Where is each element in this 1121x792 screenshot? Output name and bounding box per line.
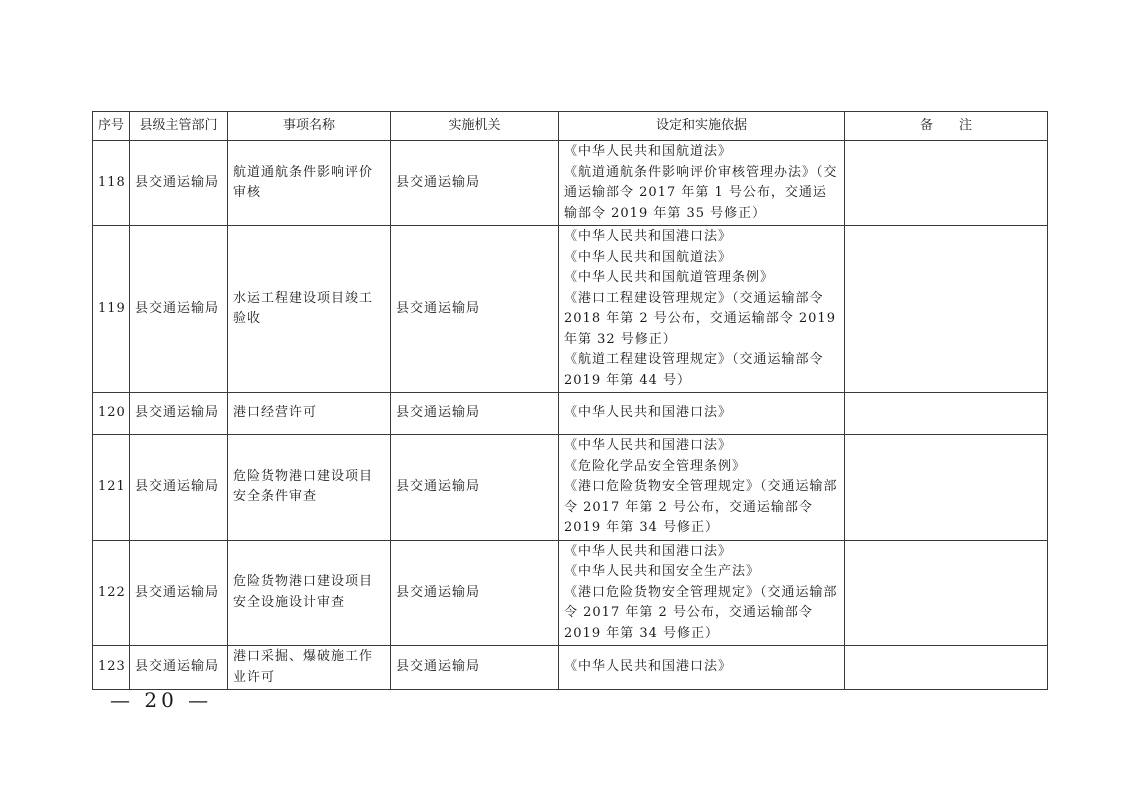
row-item: 港口经营许可 <box>228 393 391 435</box>
row-dept: 县交通运输局 <box>130 393 228 435</box>
basis-line: 《中华人民共和国港口法》 <box>564 659 733 675</box>
basis-line: 《港口工程建设管理规定》（交通运输部令 2018 年第 2 号公布，交通运输部令 2019 年第 32 号修正） <box>564 290 836 347</box>
basis-line: 《港口危险货物安全管理规定》（交通运输部令 2017 年第 2 号公布，交通运输部令 2019 年第 34 号修正） <box>564 584 838 641</box>
row-agency: 县交通运输局 <box>391 540 559 646</box>
row-no: 118 <box>93 141 130 226</box>
row-agency: 县交通运输局 <box>391 226 559 393</box>
basis-line: 《中华人民共和国港口法》 <box>564 229 733 244</box>
row-basis <box>559 141 845 226</box>
table-row <box>93 141 1048 226</box>
row-agency: 县交通运输局 <box>391 393 559 435</box>
header-agency: 实施机关 <box>391 112 559 141</box>
row-item: 水运工程建设项目竣工验收 <box>228 226 391 393</box>
row-item: 危险货物港口建设项目安全设施设计审查 <box>228 540 391 646</box>
row-dept: 县交通运输局 <box>130 435 228 541</box>
row-basis <box>559 646 845 690</box>
basis-line: 《中华人民共和国航道管理条例》 <box>564 270 775 285</box>
basis-line: 《港口危险货物安全管理规定》（交通运输部令 2017 年第 2 号公布，交通运输部令 2019 年第 34 号修正） <box>564 479 838 535</box>
row-basis <box>559 540 845 646</box>
row-item: 港口采掘、爆破施工作业许可 <box>228 646 391 690</box>
table-row <box>93 540 1048 646</box>
table-header-row <box>93 112 1048 141</box>
row-note <box>845 435 1048 541</box>
row-basis <box>559 226 845 393</box>
row-item: 航道通航条件影响评价审核 <box>228 141 391 226</box>
row-agency: 县交通运输局 <box>391 646 559 690</box>
row-dept: 县交通运输局 <box>130 646 228 690</box>
row-agency: 县交通运输局 <box>391 435 559 541</box>
row-no: 119 <box>93 226 130 393</box>
table-row <box>93 226 1048 393</box>
row-note <box>845 141 1048 226</box>
header-note: 备 注 <box>845 112 1048 141</box>
row-no: 121 <box>93 435 130 541</box>
permit-table <box>92 111 1048 690</box>
basis-line: 《危险化学品安全管理条例》 <box>564 458 747 474</box>
row-note <box>845 226 1048 393</box>
row-note <box>845 393 1048 435</box>
basis-line: 《中华人民共和国安全生产法》 <box>564 564 761 579</box>
row-no: 120 <box>93 393 130 435</box>
table-row <box>93 393 1048 435</box>
header-item: 事项名称 <box>228 112 391 141</box>
row-no: 122 <box>93 540 130 646</box>
header-dept: 县级主管部门 <box>130 112 228 141</box>
row-no: 123 <box>93 646 130 690</box>
row-note <box>845 540 1048 646</box>
basis-line: 《中华人民共和国港口法》 <box>564 438 733 453</box>
basis-line: 《中华人民共和国港口法》 <box>564 543 733 559</box>
page-number: — 20 — <box>110 688 213 712</box>
table-row <box>93 435 1048 541</box>
row-agency: 县交通运输局 <box>391 141 559 226</box>
row-note <box>845 646 1048 690</box>
row-dept: 县交通运输局 <box>130 540 228 646</box>
row-basis <box>559 435 845 541</box>
basis-line: 《航道工程建设管理规定》（交通运输部令 2019 年第 44 号） <box>564 352 824 388</box>
basis-line: 《中华人民共和国港口法》 <box>564 405 733 421</box>
basis-line: 《中华人民共和国航道法》 <box>564 144 733 159</box>
row-dept: 县交通运输局 <box>130 226 228 393</box>
table-row <box>93 646 1048 690</box>
basis-line: 《航道通航条件影响评价审核管理办法》（交通运输部令 2017 年第 1 号公布，交通运输部令 2019 年第 35 号修正） <box>564 164 838 221</box>
row-dept: 县交通运输局 <box>130 141 228 226</box>
header-no: 序号 <box>93 112 130 141</box>
row-item: 危险货物港口建设项目安全条件审查 <box>228 435 391 541</box>
row-basis <box>559 393 845 435</box>
header-basis: 设定和实施依据 <box>559 112 845 141</box>
basis-line: 《中华人民共和国航道法》 <box>564 249 733 265</box>
